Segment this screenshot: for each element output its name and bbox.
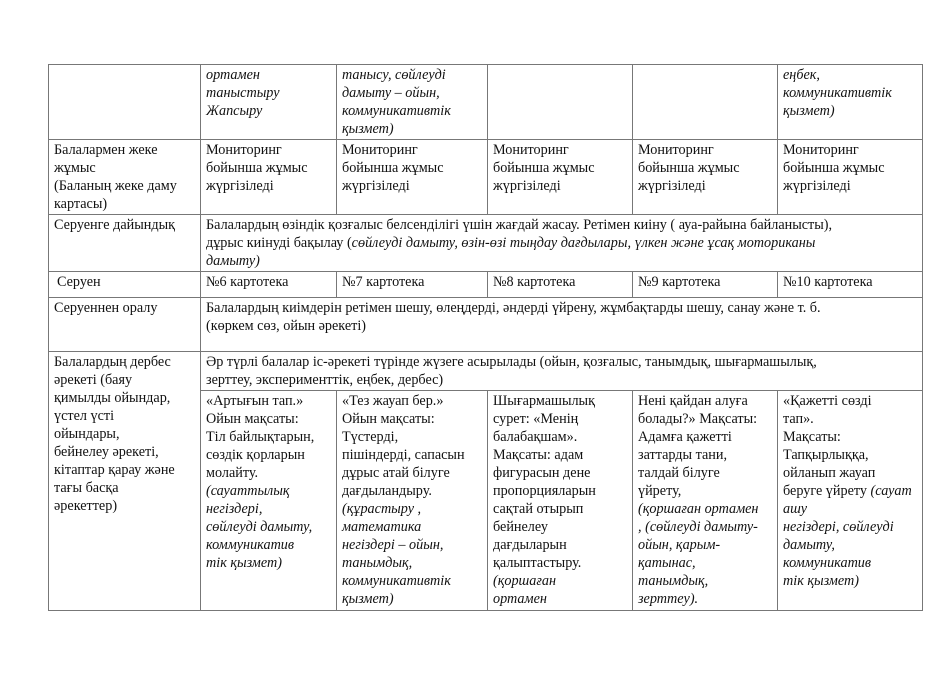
text-line: негіздері – ойын, bbox=[342, 537, 444, 553]
game-col6-description bbox=[783, 392, 918, 518]
text-line: бейнелеу әрекеті, bbox=[54, 444, 159, 460]
walk-prep-line-1: Балалардың өзіндік қозғалыс белсенділігі үшін жағдай жасау. Ретімен киіну ( ауа-райына байланысты), bbox=[206, 217, 833, 233]
game-cell-col6 bbox=[778, 391, 923, 611]
text-line: , (сөйлеуді дамыту- bbox=[638, 519, 758, 535]
text-line: математика bbox=[342, 519, 422, 535]
walk-prep-line-2-normal: дұрыс киінуді бақылау ( bbox=[206, 235, 352, 251]
individual-work-row bbox=[49, 140, 923, 215]
walk-prep-line-3: дамыту) bbox=[206, 253, 260, 269]
monitoring-cell bbox=[337, 140, 488, 215]
walk-prep-line-2-italic: сөйлеуді дамыту, өзін-өзі тыңдау дағдылары, үлкен және ұсақ моториканы bbox=[351, 235, 816, 251]
text-line: негіздері, bbox=[206, 501, 263, 517]
independent-line-1: Әр түрлі балалар іс-әрекеті түрінде жүзеге асырылады (ойын, қозғалыс, танымдық, шығармашылық, bbox=[206, 354, 817, 370]
text-line: Мониторинг bbox=[638, 142, 714, 158]
walk-prep-row bbox=[49, 215, 923, 272]
cell-top-col6 bbox=[778, 65, 923, 140]
schedule-table-page bbox=[48, 64, 922, 611]
text-line: Мониторинг bbox=[493, 142, 569, 158]
text-line: жүргізіледі bbox=[638, 178, 706, 194]
text-line: пішіндерді, сапасын bbox=[342, 447, 465, 463]
game-col3-description bbox=[342, 392, 483, 500]
walk-card-cell: №6 картотека bbox=[201, 272, 337, 298]
text-line: Мониторинг bbox=[342, 142, 418, 158]
game-col2-skills bbox=[206, 482, 332, 572]
text-line: сурет: «Менің bbox=[493, 411, 579, 427]
text-line: танымдық, bbox=[342, 555, 413, 571]
text-line: әрекеті (баяу bbox=[54, 372, 133, 388]
text-line: коммуникативтік bbox=[783, 85, 892, 101]
text-line: жүргізіледі bbox=[493, 178, 561, 194]
text-line: талдай білуге bbox=[638, 465, 720, 481]
monitoring-cell bbox=[633, 140, 778, 215]
text-line: жұмыс bbox=[54, 160, 96, 176]
return-line-2: (көркем сөз, ойын әрекеті) bbox=[206, 318, 367, 334]
monitoring-cell bbox=[201, 140, 337, 215]
text-line: дағдыландыру. bbox=[342, 483, 432, 499]
text-line: қимылды ойындар, bbox=[54, 390, 171, 406]
text-line: ортамен bbox=[206, 67, 260, 83]
text-line: Мақсаты: bbox=[783, 429, 841, 445]
text-line: болады?» Мақсаты: bbox=[638, 411, 758, 427]
cell-top-col2 bbox=[201, 65, 337, 140]
text-line: «Тез жауап бер.» bbox=[342, 393, 444, 409]
text-line: дамыту, bbox=[783, 537, 835, 553]
empty-label-cell bbox=[49, 65, 201, 140]
game-cell-col3 bbox=[337, 391, 488, 611]
text-line: Ойын мақсаты: bbox=[342, 411, 435, 427]
text-line: үстел үсті bbox=[54, 408, 115, 424]
row-label-independent-activity bbox=[49, 352, 201, 611]
text-line: Мониторинг bbox=[783, 142, 859, 158]
text-line: коммуникативтік bbox=[342, 103, 451, 119]
text-line: бойынша жұмыс bbox=[638, 160, 740, 176]
continuation-row bbox=[49, 65, 923, 140]
text-line: қызмет) bbox=[342, 591, 394, 607]
text-line: әрекеттер) bbox=[54, 498, 118, 514]
text-line: тағы басқа bbox=[54, 480, 119, 496]
text-line: фигурасын дене bbox=[493, 465, 591, 481]
independent-line-2: зерттеу, эксперименттік, еңбек, дербес) bbox=[206, 372, 444, 388]
independent-activity-row bbox=[49, 352, 923, 391]
text-line: бойынша жұмыс bbox=[783, 160, 885, 176]
row-label-return: Серуеннен оралу bbox=[49, 298, 201, 352]
text-line: кітаптар қарау және bbox=[54, 462, 175, 478]
return-line-1: Балалардың киімдерін ретімен шешу, өлеңдерді, әндерді үйрену, жұмбақтарды шешу, санау және т. б. bbox=[206, 300, 821, 316]
monitoring-cell bbox=[778, 140, 923, 215]
text-line: танымдық, bbox=[638, 573, 709, 589]
text-line: қызмет) bbox=[783, 103, 835, 119]
game-col3-skills bbox=[342, 500, 483, 608]
text-line: «Артығын тап.» bbox=[206, 393, 304, 409]
text-line: сөйлеуді дамыту, bbox=[206, 519, 313, 535]
text-line: заттарды тани, bbox=[638, 447, 728, 463]
text-line: пропорцияларын bbox=[493, 483, 596, 499]
text-line: бойынша жұмыс bbox=[206, 160, 308, 176]
text-line: Нені қайдан алуға bbox=[638, 393, 748, 409]
text-line: (қоршаған bbox=[493, 573, 557, 589]
text-line: жүргізіледі bbox=[783, 178, 851, 194]
text-line: тік қызмет) bbox=[783, 573, 859, 589]
row-label-walk-prep: Серуенге дайындық bbox=[49, 215, 201, 272]
text-line: үйрету, bbox=[638, 483, 682, 499]
text-line: Балалардың дербес bbox=[54, 354, 171, 370]
text-line: (сауаттылық bbox=[206, 483, 290, 499]
text-line: (қоршаған ортамен bbox=[638, 501, 759, 517]
text-line: қалыптастыру. bbox=[493, 555, 582, 571]
text-line: Тіл байлықтарын, bbox=[206, 429, 315, 445]
walk-prep-line-2 bbox=[206, 234, 918, 252]
text-line: жүргізіледі bbox=[342, 178, 410, 194]
game-cell-col5 bbox=[633, 391, 778, 611]
text-line: «Қажетті сөзді bbox=[783, 393, 872, 409]
text-line: Мақсаты: адам bbox=[493, 447, 584, 463]
text-line: Түстерді, bbox=[342, 429, 399, 445]
game-col4-description bbox=[493, 392, 628, 572]
text-line: зерттеу). bbox=[638, 591, 699, 607]
text-line: Жапсыру bbox=[206, 103, 263, 119]
text-line: бойынша жұмыс bbox=[493, 160, 595, 176]
game-col6-skills bbox=[783, 518, 918, 590]
daily-plan-table bbox=[48, 64, 923, 611]
walk-prep-content bbox=[201, 215, 923, 272]
game-col5-skills bbox=[638, 500, 773, 608]
text-line: сақтай отырып bbox=[493, 501, 584, 517]
text-line: танысу, сөйлеуді bbox=[342, 67, 446, 83]
text-line: бейнелеу bbox=[493, 519, 548, 535]
walk-card-cell: №10 картотека bbox=[778, 272, 923, 298]
text-line: тап». bbox=[783, 411, 814, 427]
row-label-individual-work bbox=[49, 140, 201, 215]
text-line: ойланып жауап bbox=[783, 465, 876, 481]
text-line: ортамен bbox=[493, 591, 547, 607]
text-line: дұрыс атай білуге bbox=[342, 465, 450, 481]
text-line: қызмет) bbox=[342, 121, 394, 137]
text-line: картасы) bbox=[54, 196, 108, 212]
game-col2-description bbox=[206, 392, 332, 482]
cell-top-col5 bbox=[633, 65, 778, 140]
game-cell-col2 bbox=[201, 391, 337, 611]
row-label-walk: Серуен bbox=[49, 272, 201, 298]
text-line: коммуникатив bbox=[206, 537, 295, 553]
walk-card-cell: №8 картотека bbox=[488, 272, 633, 298]
game-col6-skills-start: (сауат ашу bbox=[783, 483, 912, 517]
text-line: бойынша жұмыс bbox=[342, 160, 444, 176]
return-row bbox=[49, 298, 923, 352]
return-content bbox=[201, 298, 923, 352]
text-line: коммуникатив bbox=[783, 555, 872, 571]
monitoring-cell bbox=[488, 140, 633, 215]
text-line: еңбек, bbox=[783, 67, 820, 83]
text-line: дамыту – ойын, bbox=[342, 85, 440, 101]
text-line: Ойын мақсаты: bbox=[206, 411, 299, 427]
text-line: дағдыларын bbox=[493, 537, 567, 553]
text-line: негіздері, сөйлеуді bbox=[783, 519, 894, 535]
text-line: молайту. bbox=[206, 465, 259, 481]
text-line: (Баланың жеке даму bbox=[54, 178, 177, 194]
independent-activity-summary bbox=[201, 352, 923, 391]
cell-top-col3 bbox=[337, 65, 488, 140]
text-line: қатынас, bbox=[638, 555, 696, 571]
text-line: ойындары, bbox=[54, 426, 120, 442]
text-line: Адамға қажетті bbox=[638, 429, 732, 445]
walk-card-cell: №9 картотека bbox=[633, 272, 778, 298]
text-line: тік қызмет) bbox=[206, 555, 282, 571]
text-line: беруге үйрету (сауат ашу bbox=[783, 483, 912, 517]
text-line: таныстыру bbox=[206, 85, 280, 101]
text-line: сөздік қорларын bbox=[206, 447, 305, 463]
text-line: коммуникативтік bbox=[342, 573, 451, 589]
text-line: Тапқырлыққа, bbox=[783, 447, 869, 463]
walk-row bbox=[49, 272, 923, 298]
text-line: балабақшам». bbox=[493, 429, 578, 445]
text-line: ойын, қарым- bbox=[638, 537, 721, 553]
text-line: Балалармен жеке bbox=[54, 142, 158, 158]
text-line: Мониторинг bbox=[206, 142, 282, 158]
text-line: Шығармашылық bbox=[493, 393, 595, 409]
cell-top-col4 bbox=[488, 65, 633, 140]
game-cell-col4 bbox=[488, 391, 633, 611]
text-line: жүргізіледі bbox=[206, 178, 274, 194]
text-line: (құрастыру , bbox=[342, 501, 422, 517]
game-col4-skills bbox=[493, 572, 628, 608]
walk-card-cell: №7 картотека bbox=[337, 272, 488, 298]
game-col5-description bbox=[638, 392, 773, 500]
